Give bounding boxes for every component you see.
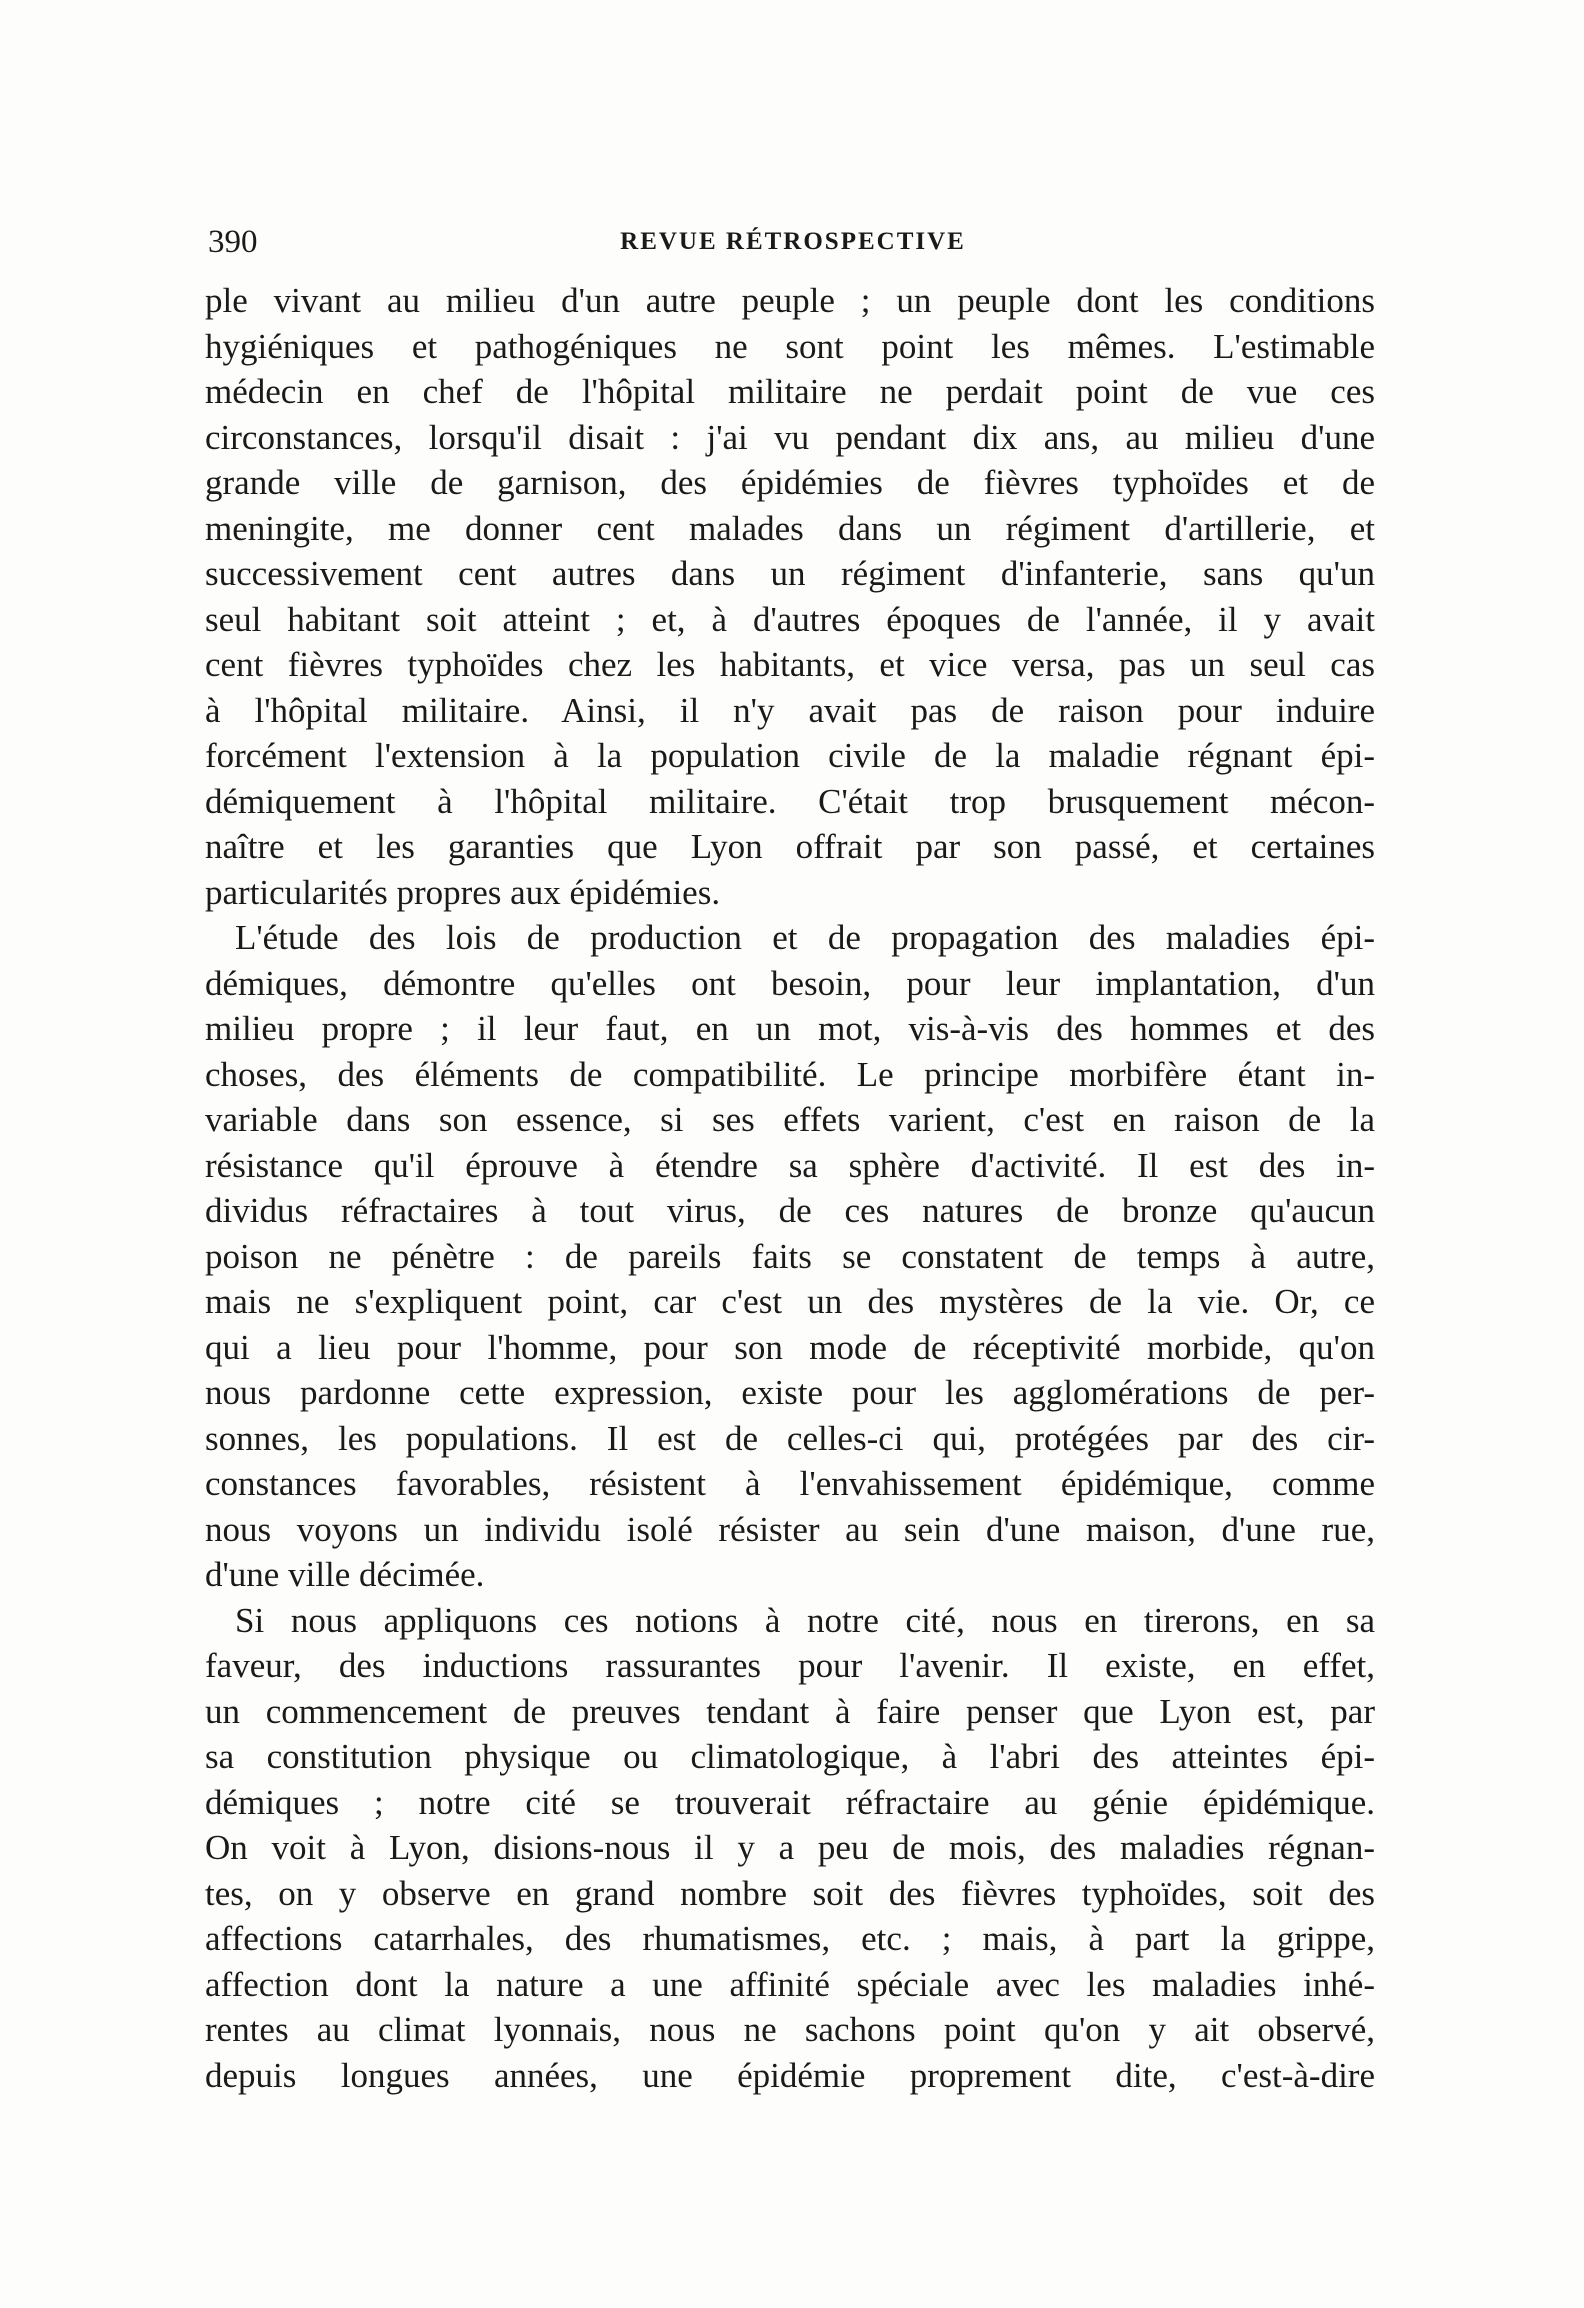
text-line: seul habitant soit atteint ; et, à d'autres époques de l'année, il y avait bbox=[205, 599, 1375, 639]
text-line: tes, on y observe en grand nombre soit des fièvres typhoïdes, soit des bbox=[205, 1873, 1375, 1913]
text-line: constances favorables, résistent à l'envahissement épidémique, comme bbox=[205, 1464, 1375, 1503]
text-line: grande ville de garnison, des épidémies de fièvres typhoïdes et de bbox=[205, 463, 1375, 502]
running-title: REVUE RÉTROSPECTIVE bbox=[620, 228, 966, 255]
text-line: L'étude des lois de production et de propagation des maladies épi- bbox=[235, 918, 1375, 957]
text-line: démiques ; notre cité se trouverait réfractaire au génie épidémique. bbox=[205, 1782, 1375, 1822]
text-line: dividus réfractaires à tout virus, de ces natures de bronze qu'aucun bbox=[205, 1191, 1375, 1230]
text-line: Si nous appliquons ces notions à notre cité, nous en tirerons, en sa bbox=[235, 1600, 1375, 1640]
body-text bbox=[205, 278, 1375, 2098]
text-line: un commencement de preuves tendant à faire penser que Lyon est, par bbox=[205, 1691, 1375, 1731]
text-line: particularités propres aux épidémies. bbox=[205, 872, 721, 912]
text-line: affection dont la nature a une affinité spéciale avec les maladies inhé- bbox=[205, 1964, 1375, 2004]
text-line: milieu propre ; il leur faut, en un mot, vis-à-vis des hommes et des bbox=[205, 1009, 1375, 1048]
text-line: ple vivant au milieu d'un autre peuple ; un peuple dont les conditions bbox=[205, 281, 1375, 320]
text-line: qui a lieu pour l'homme, pour son mode de réceptivité morbide, qu'on bbox=[205, 1327, 1375, 1367]
text-line: rentes au climat lyonnais, nous ne sachons point qu'on y ait observé, bbox=[205, 2010, 1375, 2049]
text-line: d'une ville décimée. bbox=[205, 1555, 485, 1594]
running-header bbox=[208, 222, 1378, 262]
text-line: nous pardonne cette expression, existe pour les agglomérations de per- bbox=[205, 1373, 1375, 1412]
text-line: à l'hôpital militaire. Ainsi, il n'y avait pas de raison pour induire bbox=[205, 690, 1375, 730]
page-number: 390 bbox=[208, 224, 258, 260]
text-line: sonnes, les populations. Il est de celles-ci qui, protégées par des cir- bbox=[205, 1418, 1375, 1458]
text-line: médecin en chef de l'hôpital militaire ne perdait point de vue ces bbox=[205, 372, 1375, 411]
text-line: affections catarrhales, des rhumatismes, etc. ; mais, à part la grippe, bbox=[205, 1919, 1375, 1958]
text-line: choses, des éléments de compatibilité. Le principe morbifère étant in- bbox=[205, 1054, 1375, 1094]
text-line: depuis longues années, une épidémie proprement dite, c'est-à-dire bbox=[205, 2055, 1375, 2095]
text-line: mais ne s'expliquent point, car c'est un des mystères de la vie. Or, ce bbox=[205, 1282, 1375, 1321]
text-line: meningite, me donner cent malades dans un régiment d'artillerie, et bbox=[205, 508, 1375, 548]
text-line: démiques, démontre qu'elles ont besoin, pour leur implantation, d'un bbox=[205, 963, 1375, 1003]
text-line: forcément l'extension à la population civile de la maladie régnant épi- bbox=[205, 736, 1375, 775]
text-line: circonstances, lorsqu'il disait : j'ai vu pendant dix ans, au milieu d'une bbox=[205, 417, 1375, 457]
text-line: successivement cent autres dans un régiment d'infanterie, sans qu'un bbox=[205, 554, 1375, 593]
text-line: sa constitution physique ou climatologique, à l'abri des atteintes épi- bbox=[205, 1737, 1375, 1776]
text-line: résistance qu'il éprouve à étendre sa sphère d'activité. Il est des in- bbox=[205, 1145, 1375, 1185]
text-line: faveur, des inductions rassurantes pour l'avenir. Il existe, en effet, bbox=[205, 1646, 1375, 1685]
text-line: nous voyons un individu isolé résister au sein d'une maison, d'une rue, bbox=[205, 1509, 1375, 1549]
text-line: On voit à Lyon, disions-nous il y a peu de mois, des maladies régnan- bbox=[205, 1828, 1375, 1867]
text-line: démiquement à l'hôpital militaire. C'était trop brusquement mécon- bbox=[205, 781, 1375, 821]
text-line: poison ne pénètre : de pareils faits se constatent de temps à autre, bbox=[205, 1236, 1375, 1276]
text-line: cent fièvres typhoïdes chez les habitants, et vice versa, pas un seul cas bbox=[205, 645, 1375, 684]
text-line: hygiéniques et pathogéniques ne sont point les mêmes. L'estimable bbox=[205, 326, 1375, 366]
text-line: variable dans son essence, si ses effets varient, c'est en raison de la bbox=[205, 1100, 1375, 1139]
text-line: naître et les garanties que Lyon offrait par son passé, et certaines bbox=[205, 827, 1375, 866]
